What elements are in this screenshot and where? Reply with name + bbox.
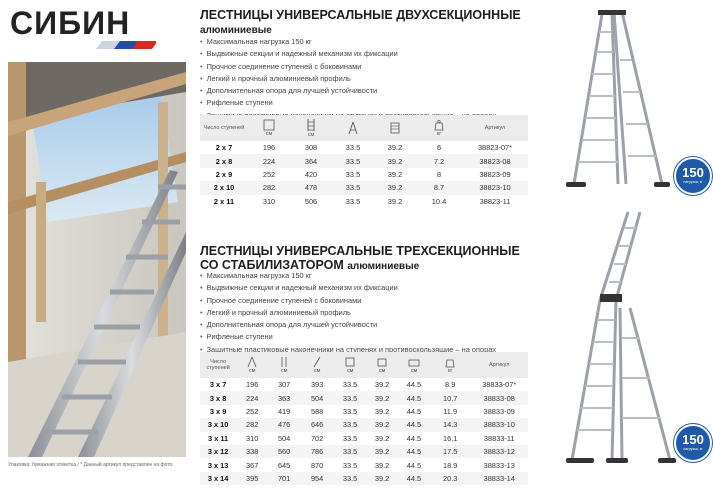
- feature-item: • Максимальная нагрузка 150 кг: [200, 36, 496, 48]
- cell: 39.2: [374, 393, 390, 403]
- header-article: Артикул: [488, 362, 510, 368]
- cell-size: 2 x 7: [215, 143, 233, 153]
- feature-item: • Защитные пластиковые наконечники на ступенях и противоскользящие – на опорах: [200, 344, 496, 356]
- table-header-row: [200, 115, 528, 141]
- header-working-height: [332, 115, 374, 141]
- cell-article: 38823-10: [479, 183, 511, 193]
- cell: 870: [310, 460, 324, 470]
- cell-article: 38833-08: [483, 393, 515, 403]
- header-folded-height: [248, 115, 290, 141]
- unit-label: см: [313, 368, 321, 374]
- table-row: [200, 378, 528, 391]
- cell: 39.2: [374, 447, 390, 457]
- table-row: [200, 458, 528, 471]
- brand-logo: [8, 5, 158, 51]
- cell: 506: [304, 196, 318, 206]
- cell-article: 38833-13: [483, 460, 515, 470]
- cell: 44.5: [406, 460, 422, 470]
- section1-title: [200, 8, 521, 38]
- ladder-platform-height-icon: [388, 121, 402, 135]
- feature-item: • Прочное соединение ступеней с боковинами: [200, 61, 496, 73]
- cell-size: 3 x 7: [209, 380, 227, 390]
- unit-label: см: [307, 132, 315, 138]
- ladder-base-icon: [408, 356, 420, 368]
- cell: 39.2: [387, 183, 403, 193]
- badge-number: 150: [682, 165, 704, 180]
- cell-weight: 16.1: [442, 433, 458, 443]
- header-icon-col: [268, 352, 300, 378]
- cell: 367: [246, 460, 259, 470]
- badge-number: 150: [682, 432, 704, 447]
- cell: 310: [246, 433, 259, 443]
- cell: 560: [277, 447, 291, 457]
- section2-title-line1: ЛЕСТНИЦЫ УНИВЕРСАЛЬНЫЕ ТРЕХСЕКЦИОННЫЕ: [200, 244, 520, 258]
- cell-size: 3 x 11: [208, 433, 229, 443]
- cell-article: 38833-14: [483, 473, 515, 483]
- cell-size: 3 x 14: [207, 473, 229, 483]
- unit-label: см: [280, 368, 288, 374]
- cell: 44.5: [406, 380, 422, 390]
- cell: 39.2: [387, 156, 403, 166]
- header-icon-col: [398, 352, 430, 378]
- unit-label: см: [265, 131, 273, 137]
- cell-weight: 18.9: [442, 460, 458, 470]
- table-row: [200, 472, 528, 485]
- cell: 307: [277, 380, 291, 390]
- cell-size: 2 x 8: [215, 156, 233, 166]
- feature-item: • Рифленые ступени: [200, 97, 496, 109]
- cell: 39.2: [387, 196, 403, 206]
- header-extended-height: [290, 115, 332, 141]
- cell: 282: [246, 420, 259, 430]
- logo-text: СИБИН: [10, 5, 131, 41]
- header-steps: Число ступеней: [206, 359, 230, 371]
- unit-label: см: [346, 368, 354, 374]
- header-weight: [430, 352, 470, 378]
- cell-size: 3 x 8: [209, 393, 227, 403]
- unit-label: см: [410, 368, 418, 374]
- cell: 39.2: [374, 380, 390, 390]
- header-icon-col: [366, 352, 398, 378]
- two-section-ladder-image: [562, 6, 674, 191]
- cell-article: 38833-12: [483, 447, 515, 457]
- weight-unit: кг: [447, 368, 453, 374]
- table-row: [200, 195, 528, 208]
- cell: 39.2: [374, 433, 390, 443]
- section1-subtitle: алюминиевые: [200, 25, 272, 36]
- section2-title-line2: СО СТАБИЛИЗАТОРОМ: [200, 258, 344, 272]
- cell-article: 38823-08: [479, 156, 511, 166]
- header-icon-col: [300, 352, 334, 378]
- cell: 44.5: [406, 420, 422, 430]
- table-row: [200, 432, 528, 445]
- section1-features: [200, 36, 496, 122]
- cell: 196: [246, 380, 259, 390]
- cell-article: 38823-09: [479, 169, 511, 179]
- load-badge-150: [674, 424, 712, 462]
- table-header-row: [200, 352, 528, 378]
- cell: 395: [246, 473, 259, 483]
- cell: 33.5: [345, 143, 361, 153]
- cell: 420: [304, 169, 318, 179]
- cell-article: 38823-07*: [477, 143, 513, 153]
- cell: 39.2: [374, 460, 390, 470]
- cell-weight: 17.5: [442, 447, 458, 457]
- ladder-stepladder-icon: [246, 356, 258, 368]
- cell-size: 2 x 9: [215, 169, 233, 179]
- cell: 476: [277, 420, 291, 430]
- cell: 310: [262, 196, 276, 206]
- table-row: [200, 154, 528, 167]
- cell-article: 38833-07*: [482, 380, 517, 390]
- feature-item: • Защитные пластиковые наконечники на ступенях и противоскользящие – на опорах: [200, 110, 496, 122]
- section1-spec-table: [200, 115, 528, 208]
- section2-features: [200, 270, 496, 356]
- cell: 33.5: [342, 433, 358, 443]
- cell: 478: [304, 183, 318, 193]
- cell: 33.5: [342, 380, 358, 390]
- cell-size: 2 x 10: [213, 183, 235, 193]
- cell: 33.5: [345, 169, 361, 179]
- table-row: [200, 391, 528, 404]
- feature-item: • Максимальная нагрузка 150 кг: [200, 270, 496, 282]
- cell: 196: [262, 143, 276, 153]
- feature-item: • Дополнительная опора для лучшей устойчивости: [200, 319, 496, 331]
- cell: 39.2: [387, 169, 403, 179]
- cell: 44.5: [406, 433, 422, 443]
- cell: 645: [277, 460, 291, 470]
- cell: 33.5: [342, 393, 358, 403]
- cell-weight: 8.9: [445, 380, 456, 390]
- cell: 363: [277, 393, 291, 403]
- ladder-folded-height-icon: [262, 119, 276, 131]
- header-steps: Число ступеней: [203, 125, 245, 131]
- cell: 39.2: [374, 473, 390, 483]
- cell: 364: [304, 156, 318, 166]
- cell: 786: [310, 447, 324, 457]
- cell: 504: [277, 433, 291, 443]
- cell: 646: [310, 420, 324, 430]
- cell: 33.5: [342, 420, 358, 430]
- ladder-width-icon: [344, 356, 356, 368]
- cell-article: 38833-11: [483, 433, 515, 443]
- cell: 252: [262, 169, 276, 179]
- cell: 44.5: [406, 473, 422, 483]
- cell-size: 2 x 11: [213, 196, 235, 206]
- feature-item: • Дополнительная опора для лучшей устойчивости: [200, 85, 496, 97]
- weight-icon: [444, 356, 456, 368]
- ladder-extended-height-icon: [278, 356, 290, 368]
- cell: 393: [310, 380, 324, 390]
- ladder-leaning-icon: [311, 356, 323, 368]
- section1-title-text: ЛЕСТНИЦЫ УНИВЕРСАЛЬНЫЕ ДВУХСЕКЦИОННЫЕ: [200, 8, 521, 22]
- unit-label: см: [378, 368, 386, 374]
- cell-article: 38833-10: [483, 420, 515, 430]
- cell: 44.5: [406, 447, 422, 457]
- table-row: [200, 168, 528, 181]
- cell: 504: [310, 393, 324, 403]
- feature-item: • Рифленые ступени: [200, 331, 496, 343]
- cell: 33.5: [342, 473, 358, 483]
- section2-subtitle: алюминиевые: [347, 261, 420, 272]
- cell: 33.5: [345, 183, 361, 193]
- cell-weight: 10.7: [442, 393, 458, 403]
- table-row: [200, 445, 528, 458]
- cell: 701: [277, 473, 291, 483]
- table-row: [200, 405, 528, 418]
- cell: 33.5: [342, 460, 358, 470]
- cell: 33.5: [345, 156, 361, 166]
- ladder-working-height-icon: [346, 121, 360, 135]
- header-platform-height: [374, 115, 416, 141]
- cell: 308: [304, 143, 318, 153]
- cell: 282: [262, 183, 276, 193]
- feature-item: • Выдвижные секции и надежный механизм их фиксации: [200, 282, 496, 294]
- weight-icon: [433, 119, 445, 131]
- cell: 39.2: [374, 406, 390, 416]
- header-weight: [416, 115, 462, 141]
- cell-weight: 10.4: [431, 196, 447, 206]
- cell: 954: [310, 473, 324, 483]
- cell-weight: 6: [436, 143, 442, 153]
- unit-label: см: [248, 368, 256, 374]
- feature-item: • Легкий и прочный алюминиевый профиль: [200, 307, 496, 319]
- cell-weight: 20.3: [442, 473, 458, 483]
- attic-ladder-photo: [8, 62, 186, 457]
- badge-caption: нагрузка, кг: [683, 180, 703, 184]
- feature-item: • Прочное соединение ступеней с боковинами: [200, 295, 496, 307]
- cell-article: 38833-09: [483, 406, 515, 416]
- cell-weight: 8.7: [433, 183, 445, 193]
- cell: 33.5: [342, 406, 358, 416]
- cell-weight: 7.2: [433, 156, 445, 166]
- feature-item: • Легкий и прочный алюминиевый профиль: [200, 73, 496, 85]
- cell: 44.5: [406, 406, 422, 416]
- flag-stripes: [96, 41, 156, 49]
- section2-spec-table: [200, 352, 528, 485]
- table-row: [200, 181, 528, 194]
- cell: 224: [246, 393, 259, 403]
- cell: 588: [310, 406, 324, 416]
- cell: 419: [277, 406, 291, 416]
- footnote: Упаковка: бумажная этикетка / * Данный артикул представлен на фото.: [8, 462, 174, 468]
- three-section-ladder-image: [566, 208, 678, 470]
- header-article: Артикул: [484, 125, 506, 131]
- cell-size: 3 x 13: [207, 460, 229, 470]
- cell-weight: 8: [436, 169, 442, 179]
- cell: 338: [246, 447, 259, 457]
- cell-weight: 11.9: [443, 406, 458, 416]
- table-row: [200, 141, 528, 154]
- cell: 702: [310, 433, 324, 443]
- feature-item: • Выдвижные секции и надежный механизм их фиксации: [200, 48, 496, 60]
- ladder-extended-height-icon: [304, 118, 318, 132]
- cell: 224: [262, 156, 276, 166]
- cell-weight: 14.3: [442, 420, 458, 430]
- cell: 39.2: [387, 143, 403, 153]
- cell-size: 3 x 10: [207, 420, 229, 430]
- badge-caption: нагрузка, кг: [683, 447, 703, 451]
- weight-unit: кг: [436, 131, 442, 137]
- header-icon-col: [334, 352, 366, 378]
- cell: 33.5: [345, 196, 361, 206]
- cell: 252: [246, 406, 259, 416]
- cell-size: 3 x 12: [207, 447, 229, 457]
- cell: 39.2: [374, 420, 390, 430]
- cell-size: 3 x 9: [209, 406, 227, 416]
- ladder-platform-icon: [376, 356, 388, 368]
- cell-article: 38823-11: [479, 196, 511, 206]
- table-row: [200, 418, 528, 431]
- header-icon-col: [236, 352, 268, 378]
- load-badge-150: [674, 157, 712, 195]
- cell: 33.5: [342, 447, 358, 457]
- cell: 44.5: [406, 393, 422, 403]
